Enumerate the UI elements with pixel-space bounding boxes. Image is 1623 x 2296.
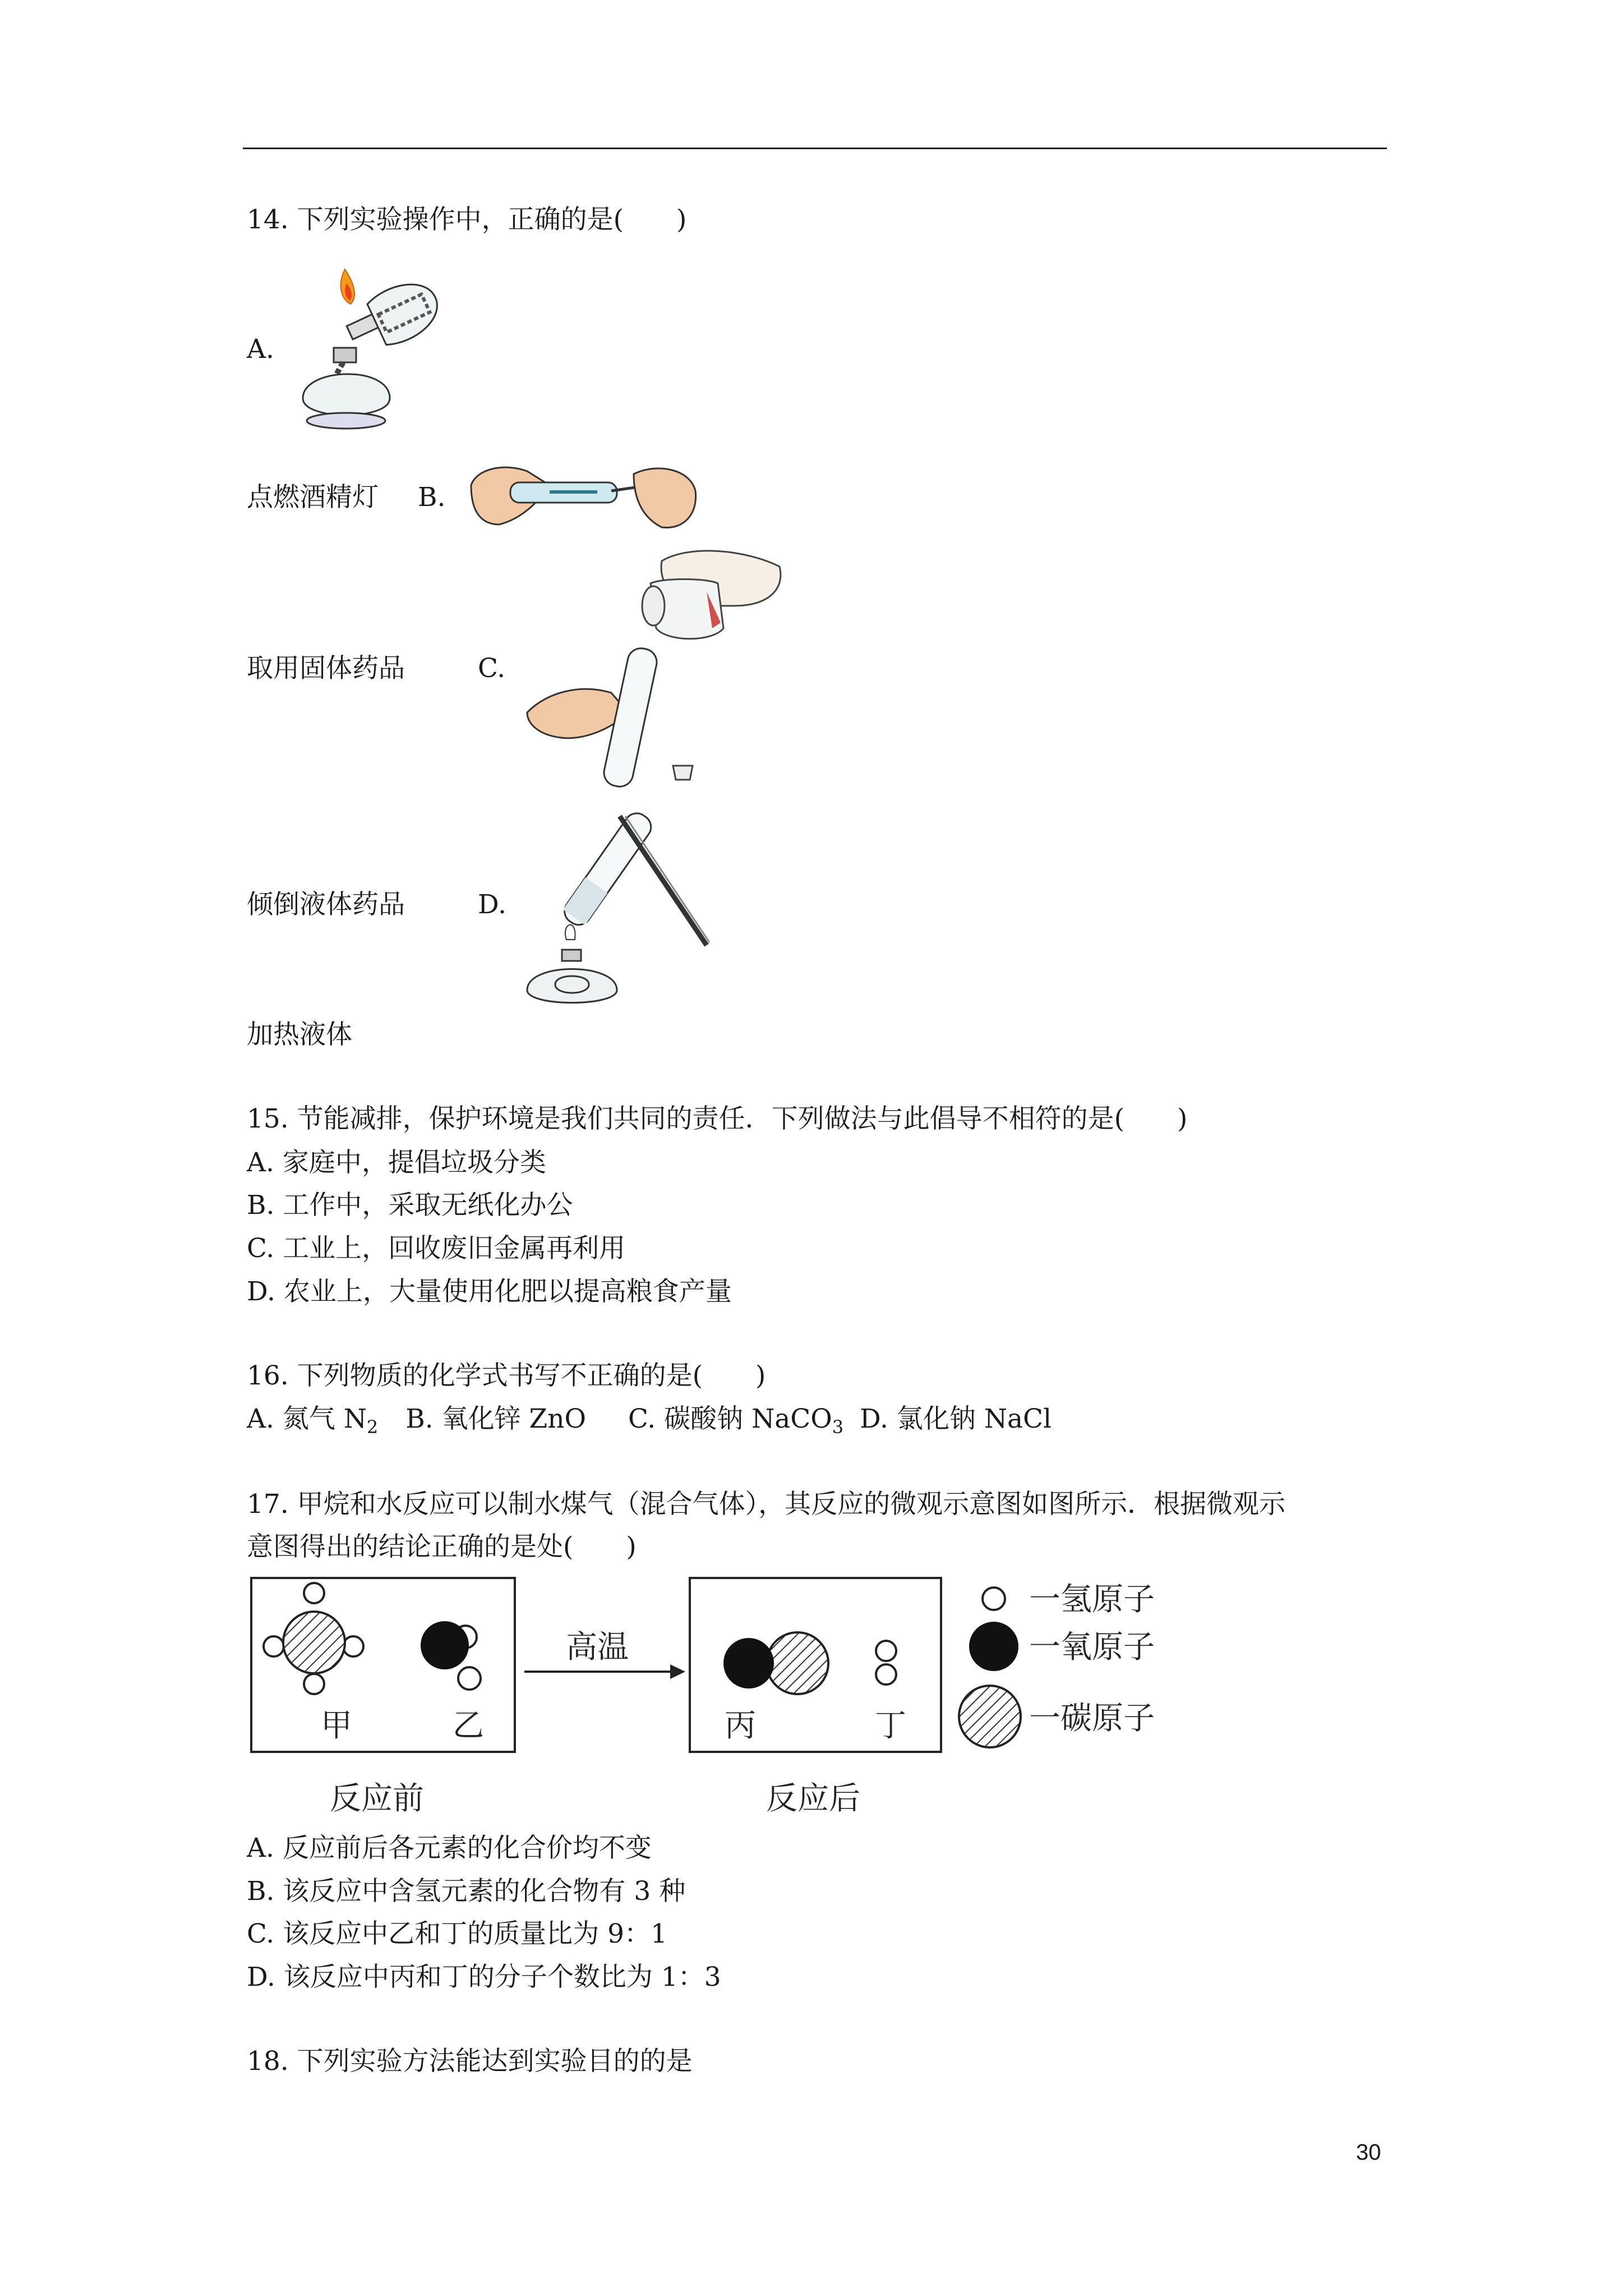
taking-solid-reagent-figure xyxy=(465,452,701,541)
q16-option-d: D. 氯化钠 NaCl xyxy=(860,1404,1052,1434)
hydrogen-atom xyxy=(458,1667,481,1690)
arrow-head xyxy=(670,1664,685,1679)
reaction-micro-diagram xyxy=(247,1573,1166,1820)
label-jia: 甲 xyxy=(321,1708,352,1743)
legend-oxygen-icon xyxy=(969,1622,1018,1671)
label-ding: 丁 xyxy=(875,1708,906,1743)
q14-option-c-label: C. xyxy=(478,653,506,684)
label-bing: 丙 xyxy=(725,1708,756,1743)
oxygen-atom xyxy=(421,1622,468,1669)
arrow-label: 高温 xyxy=(566,1629,629,1664)
legend-hydrogen: 一氢原子 xyxy=(1029,1581,1155,1617)
q17-option-d: D. 该反应中丙和丁的分子个数比为 1：3 xyxy=(247,1962,721,1993)
hydrogen-atom xyxy=(343,1636,363,1657)
q16-options xyxy=(247,1402,1052,1444)
hydrogen-atom xyxy=(876,1664,896,1685)
legend-carbon: 一碳原子 xyxy=(1029,1700,1155,1736)
q15-option-d: D. 农业上，大量使用化肥以提高粮食产量 xyxy=(247,1276,732,1307)
q14-option-b-caption: 取用固体药品 xyxy=(247,653,405,684)
legend-oxygen: 一氧原子 xyxy=(1029,1629,1155,1664)
q15-option-c: C. 工业上，回收废旧金属再利用 xyxy=(247,1233,626,1264)
legend-hydrogen-icon xyxy=(983,1588,1005,1610)
q18-stem: 18. 下列实验方法能达到实验目的的是 xyxy=(247,2046,693,2077)
q16-option-a: A. 氮气 N xyxy=(247,1404,367,1434)
q14-stem: 14. 下列实验操作中，正确的是( ) xyxy=(247,204,687,235)
q15-option-a: A. 家庭中，提倡垃圾分类 xyxy=(247,1147,546,1178)
q16-option-c-subscript: 3 xyxy=(832,1416,844,1438)
hydrogen-atom xyxy=(304,1674,324,1694)
q16-option-c: C. 碳酸钠 NaCO xyxy=(628,1404,832,1434)
q17-option-c: C. 该反应中乙和丁的质量比为 9：1 xyxy=(247,1918,667,1949)
q14-option-b-label: B. xyxy=(418,482,446,513)
q15-stem: 15. 节能减排，保护环境是我们共同的责任．下列做法与此倡导不相符的是( ) xyxy=(247,1103,1188,1134)
q14-option-d-caption: 加热液体 xyxy=(247,1019,352,1050)
q17-option-b: B. 该反应中含氢元素的化合物有 3 种 xyxy=(247,1876,686,1907)
pouring-liquid-figure xyxy=(522,544,791,802)
heating-liquid-figure xyxy=(522,805,712,1013)
q17-stem-line-1: 17. 甲烷和水反应可以制水煤气（混合气体），其反应的微观示意图如图所示．根据微观示 xyxy=(247,1489,1286,1520)
q14-option-a-caption: 点燃酒精灯 xyxy=(247,482,379,513)
q16-stem: 16. 下列物质的化学式书写不正确的是( ) xyxy=(247,1360,766,1391)
header-rule xyxy=(243,148,1387,149)
caption-after: 反应后 xyxy=(766,1780,860,1816)
legend-carbon-icon xyxy=(959,1686,1021,1747)
q14-option-c-caption: 倾倒液体药品 xyxy=(247,889,405,920)
q17-option-a: A. 反应前后各元素的化合价均不变 xyxy=(247,1833,652,1864)
oxygen-atom xyxy=(724,1639,773,1688)
hydrogen-atom xyxy=(304,1583,324,1603)
label-yi: 乙 xyxy=(453,1708,484,1743)
alcohol-lamp-lighting-figure xyxy=(292,258,460,438)
carbon-atom xyxy=(283,1612,345,1673)
hydrogen-atom xyxy=(264,1636,284,1657)
page-number: 30 xyxy=(1356,2140,1381,2165)
hydrogen-atom xyxy=(876,1641,896,1661)
q15-option-b: B. 工作中，采取无纸化办公 xyxy=(247,1190,573,1221)
q14-option-a-label: A. xyxy=(247,334,274,365)
carbon-atom xyxy=(767,1632,828,1694)
q17-stem-line-2: 意图得出的结论正确的是处( ) xyxy=(247,1531,637,1562)
q14-option-d-label: D. xyxy=(478,889,506,920)
q16-option-a-subscript: 2 xyxy=(366,1416,379,1438)
caption-before: 反应前 xyxy=(330,1780,424,1816)
q16-option-b: B. 氧化锌 ZnO xyxy=(405,1404,587,1434)
